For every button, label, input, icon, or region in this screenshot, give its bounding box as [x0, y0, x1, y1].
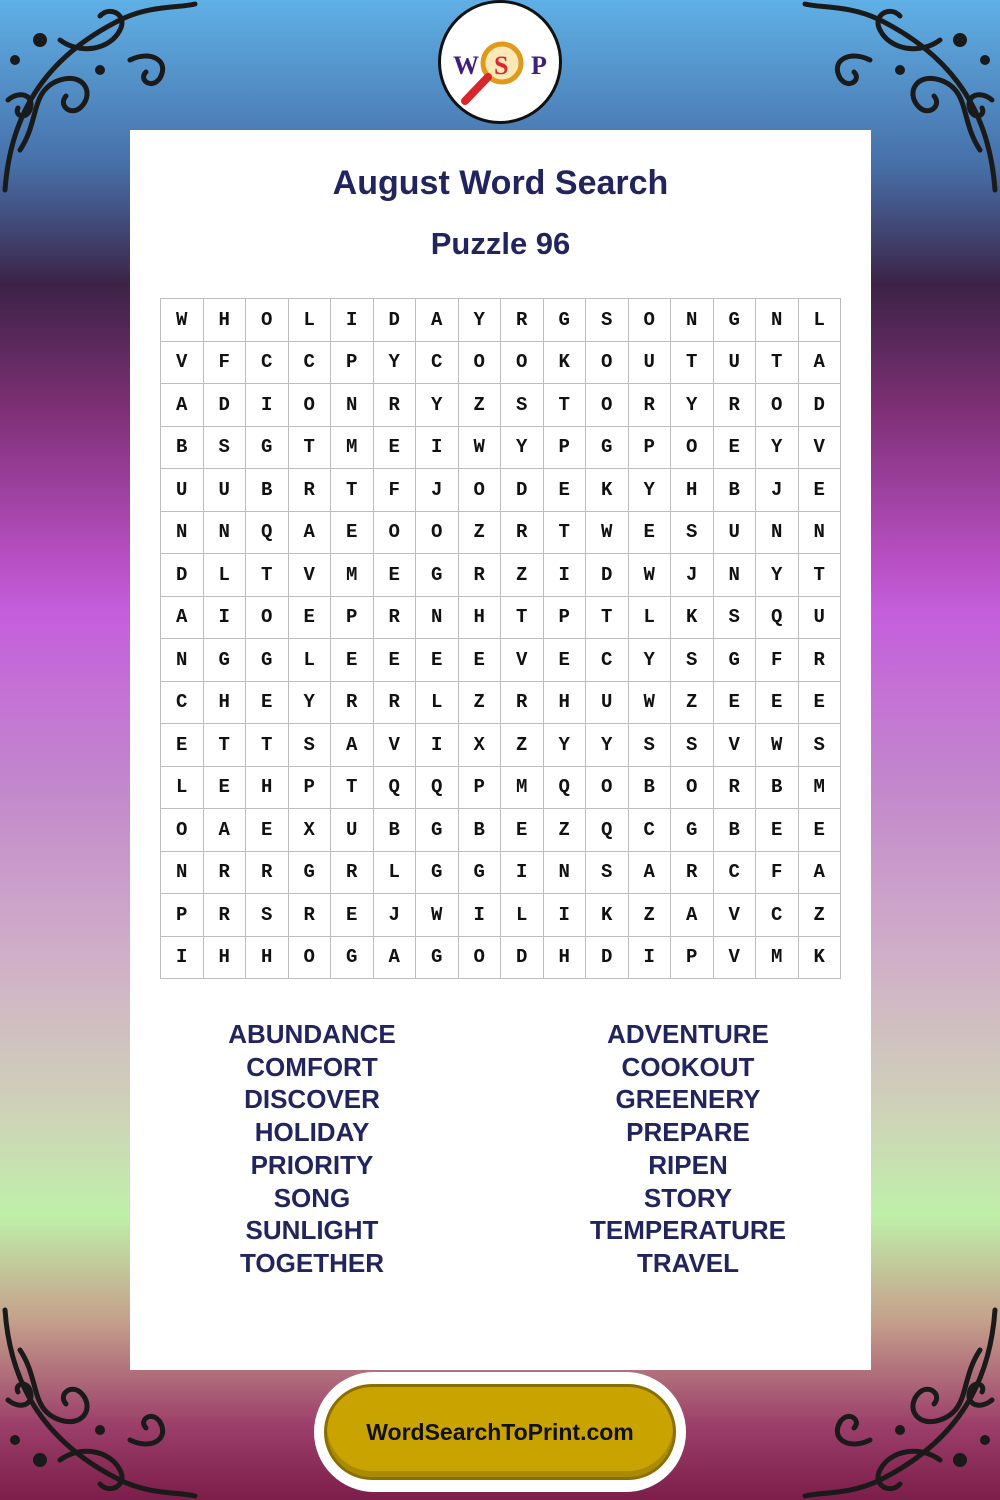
grid-cell[interactable]: K [586, 894, 629, 937]
grid-cell[interactable]: R [374, 682, 417, 725]
grid-cell[interactable]: T [331, 767, 374, 810]
grid-cell[interactable]: B [714, 809, 757, 852]
grid-cell[interactable]: M [756, 937, 799, 980]
grid-cell[interactable]: H [544, 937, 587, 980]
grid-cell[interactable]: E [799, 469, 842, 512]
grid-cell[interactable]: H [204, 299, 247, 342]
grid-cell[interactable]: D [501, 937, 544, 980]
grid-cell[interactable]: Z [544, 809, 587, 852]
grid-cell[interactable]: K [544, 342, 587, 385]
grid-cell[interactable]: X [459, 724, 502, 767]
grid-cell[interactable]: E [799, 682, 842, 725]
grid-cell[interactable]: E [374, 427, 417, 470]
grid-cell[interactable]: E [544, 639, 587, 682]
grid-cell[interactable]: T [246, 554, 289, 597]
grid-cell[interactable]: I [331, 299, 374, 342]
grid-cell[interactable]: D [586, 554, 629, 597]
grid-cell[interactable]: D [586, 937, 629, 980]
grid-cell[interactable]: G [246, 639, 289, 682]
grid-cell[interactable]: V [799, 427, 842, 470]
grid-cell[interactable]: N [544, 852, 587, 895]
grid-cell[interactable]: C [246, 342, 289, 385]
grid-cell[interactable]: K [586, 469, 629, 512]
word-list-item: COOKOUT [621, 1051, 755, 1082]
grid-cell[interactable]: L [289, 299, 332, 342]
grid-cell[interactable]: O [671, 427, 714, 470]
grid-cell[interactable]: V [161, 342, 204, 385]
grid-cell[interactable]: O [586, 767, 629, 810]
grid-cell[interactable]: Z [799, 894, 842, 937]
grid-cell[interactable]: E [331, 894, 374, 937]
grid-cell[interactable]: I [544, 554, 587, 597]
grid-cell[interactable]: D [204, 384, 247, 427]
grid-cell[interactable]: L [374, 852, 417, 895]
grid-cell[interactable]: O [416, 512, 459, 555]
grid-cell[interactable]: M [331, 427, 374, 470]
grid-cell[interactable]: C [714, 852, 757, 895]
grid-cell[interactable]: N [161, 639, 204, 682]
grid-cell[interactable]: J [416, 469, 459, 512]
grid-cell[interactable]: J [374, 894, 417, 937]
grid-cell[interactable]: E [756, 809, 799, 852]
grid-cell[interactable]: E [629, 512, 672, 555]
grid-cell[interactable]: D [161, 554, 204, 597]
grid-cell[interactable]: E [246, 809, 289, 852]
grid-cell[interactable]: O [246, 299, 289, 342]
grid-cell[interactable]: H [204, 937, 247, 980]
grid-cell[interactable]: B [161, 427, 204, 470]
grid-cell[interactable]: Z [629, 894, 672, 937]
grid-cell[interactable]: G [246, 427, 289, 470]
puzzle-number: Puzzle 96 [430, 226, 571, 261]
wsp-logo [438, 0, 562, 124]
grid-cell[interactable]: B [756, 767, 799, 810]
grid-cell[interactable]: I [204, 597, 247, 640]
grid-cell[interactable]: U [586, 682, 629, 725]
grid-cell[interactable]: X [289, 809, 332, 852]
grid-cell[interactable]: R [331, 852, 374, 895]
grid-cell[interactable]: H [544, 682, 587, 725]
grid-cell[interactable]: O [586, 384, 629, 427]
grid-cell[interactable]: F [756, 639, 799, 682]
grid-cell[interactable]: R [714, 384, 757, 427]
grid-cell[interactable]: Y [756, 554, 799, 597]
grid-cell[interactable]: O [586, 342, 629, 385]
word-list-item: TRAVEL [636, 1247, 740, 1278]
grid-cell[interactable]: E [161, 724, 204, 767]
grid-cell[interactable]: U [331, 809, 374, 852]
word-list-left [162, 1018, 462, 1280]
grid-cell[interactable]: B [374, 809, 417, 852]
grid-cell[interactable]: R [289, 469, 332, 512]
grid-cell[interactable]: E [714, 682, 757, 725]
grid-cell[interactable]: S [714, 597, 757, 640]
grid-cell[interactable]: H [204, 682, 247, 725]
grid-cell[interactable]: O [459, 469, 502, 512]
grid-cell[interactable]: O [161, 809, 204, 852]
grid-cell[interactable]: W [629, 682, 672, 725]
word-list-item: RIPEN [648, 1149, 728, 1180]
grid-cell[interactable]: L [799, 299, 842, 342]
grid-cell[interactable]: U [714, 512, 757, 555]
grid-cell[interactable]: R [799, 639, 842, 682]
word-list-item: STORY [643, 1182, 733, 1213]
grid-cell[interactable]: H [459, 597, 502, 640]
grid-cell[interactable]: E [374, 554, 417, 597]
grid-cell[interactable]: O [289, 937, 332, 980]
grid-cell[interactable]: Y [289, 682, 332, 725]
grid-cell[interactable]: R [204, 852, 247, 895]
word-list-item: COMFORT [246, 1051, 378, 1082]
grid-cell[interactable]: T [756, 342, 799, 385]
grid-cell[interactable]: P [459, 767, 502, 810]
grid-cell[interactable]: W [459, 427, 502, 470]
grid-cell[interactable]: S [246, 894, 289, 937]
grid-cell[interactable]: I [459, 894, 502, 937]
grid-cell[interactable]: G [544, 299, 587, 342]
grid-cell[interactable]: Q [586, 809, 629, 852]
grid-cell[interactable]: E [799, 809, 842, 852]
grid-cell[interactable]: E [544, 469, 587, 512]
grid-cell[interactable]: T [204, 724, 247, 767]
grid-cell[interactable]: C [756, 894, 799, 937]
grid-cell[interactable]: R [246, 852, 289, 895]
grid-cell[interactable]: R [374, 384, 417, 427]
grid-cell[interactable]: P [544, 597, 587, 640]
grid-cell[interactable]: S [501, 384, 544, 427]
grid-cell[interactable]: H [246, 937, 289, 980]
grid-cell[interactable]: V [501, 639, 544, 682]
grid-cell[interactable]: N [331, 384, 374, 427]
grid-cell[interactable]: Q [416, 767, 459, 810]
grid-cell[interactable]: O [756, 384, 799, 427]
grid-cell[interactable]: Y [756, 427, 799, 470]
grid-cell[interactable]: L [416, 682, 459, 725]
grid-cell[interactable]: N [756, 299, 799, 342]
word-list-item: TOGETHER [240, 1247, 384, 1278]
grid-cell[interactable]: E [331, 512, 374, 555]
grid-cell[interactable]: Z [501, 554, 544, 597]
grid-cell[interactable]: E [416, 639, 459, 682]
grid-cell[interactable]: P [629, 427, 672, 470]
word-list-item: ADVENTURE [607, 1019, 769, 1049]
grid-cell[interactable]: U [204, 469, 247, 512]
grid-cell[interactable]: Q [756, 597, 799, 640]
grid-cell[interactable]: R [671, 852, 714, 895]
grid-cell[interactable]: M [331, 554, 374, 597]
grid-cell[interactable]: M [799, 767, 842, 810]
grid-cell[interactable]: G [416, 852, 459, 895]
grid-cell[interactable]: G [714, 639, 757, 682]
grid-cell[interactable]: S [799, 724, 842, 767]
grid-cell[interactable]: I [501, 852, 544, 895]
grid-cell[interactable]: C [161, 682, 204, 725]
grid-cell[interactable]: N [671, 299, 714, 342]
grid-cell[interactable]: I [246, 384, 289, 427]
grid-cell[interactable]: J [671, 554, 714, 597]
grid-cell[interactable]: Y [416, 384, 459, 427]
grid-cell[interactable]: F [756, 852, 799, 895]
logo-letter-w: W [453, 51, 479, 80]
grid-cell[interactable]: P [671, 937, 714, 980]
grid-cell[interactable]: Z [459, 384, 502, 427]
grid-cell[interactable]: S [671, 639, 714, 682]
grid-cell[interactable]: T [544, 512, 587, 555]
grid-cell[interactable]: W [586, 512, 629, 555]
grid-cell[interactable]: A [671, 894, 714, 937]
grid-cell[interactable]: T [799, 554, 842, 597]
grid-cell[interactable]: S [586, 852, 629, 895]
grid-cell[interactable]: O [459, 342, 502, 385]
grid-cell[interactable]: V [714, 937, 757, 980]
grid-cell[interactable]: V [714, 894, 757, 937]
grid-cell[interactable]: A [289, 512, 332, 555]
grid-cell[interactable]: P [289, 767, 332, 810]
grid-cell[interactable]: E [331, 639, 374, 682]
grid-cell[interactable]: C [586, 639, 629, 682]
grid-cell[interactable]: R [331, 682, 374, 725]
website-label: WordSearchToPrint.com [366, 1418, 634, 1445]
grid-cell[interactable]: N [799, 512, 842, 555]
word-list-item: ABUNDANCE [228, 1019, 396, 1049]
grid-cell[interactable]: G [416, 809, 459, 852]
grid-cell[interactable]: Y [459, 299, 502, 342]
grid-cell[interactable]: G [289, 852, 332, 895]
grid-cell[interactable]: I [544, 894, 587, 937]
grid-cell[interactable]: L [161, 767, 204, 810]
word-list-right [538, 1018, 838, 1280]
grid-cell[interactable]: C [416, 342, 459, 385]
page-title: August Word Search [332, 164, 669, 202]
grid-cell[interactable]: P [161, 894, 204, 937]
grid-cell[interactable]: S [629, 724, 672, 767]
word-list-item: PRIORITY [250, 1149, 374, 1180]
grid-cell[interactable]: T [289, 427, 332, 470]
grid-cell[interactable]: E [204, 767, 247, 810]
letter-grid [160, 298, 841, 979]
grid-cell[interactable]: L [289, 639, 332, 682]
grid-cell[interactable]: S [586, 299, 629, 342]
grid-cell[interactable]: G [204, 639, 247, 682]
grid-cell[interactable]: Z [459, 512, 502, 555]
grid-cell[interactable]: Y [586, 724, 629, 767]
grid-cell[interactable]: W [161, 299, 204, 342]
grid-cell[interactable]: B [629, 767, 672, 810]
grid-cell[interactable]: H [246, 767, 289, 810]
word-list-item: TEMPERATURE [590, 1215, 786, 1246]
grid-cell[interactable]: Y [374, 342, 417, 385]
grid-cell[interactable]: A [629, 852, 672, 895]
word-list-item: SUNLIGHT [245, 1215, 379, 1246]
grid-cell[interactable]: R [289, 894, 332, 937]
word-list-item: SONG [273, 1182, 351, 1213]
grid-cell[interactable]: P [544, 427, 587, 470]
logo-letter-p: P [531, 51, 547, 80]
grid-cell[interactable]: B [714, 469, 757, 512]
grid-cell[interactable]: B [459, 809, 502, 852]
grid-cell[interactable]: A [161, 384, 204, 427]
grid-cell[interactable]: A [161, 597, 204, 640]
grid-cell[interactable]: V [374, 724, 417, 767]
grid-cell[interactable]: D [799, 384, 842, 427]
grid-cell[interactable]: T [331, 469, 374, 512]
grid-cell[interactable]: Z [501, 724, 544, 767]
grid-cell[interactable]: G [459, 852, 502, 895]
puzzle-panel [130, 130, 871, 1370]
grid-cell[interactable]: M [501, 767, 544, 810]
grid-cell[interactable]: S [204, 427, 247, 470]
grid-cell[interactable]: U [629, 342, 672, 385]
grid-cell[interactable]: G [586, 427, 629, 470]
grid-cell[interactable]: R [501, 682, 544, 725]
grid-cell[interactable]: T [671, 342, 714, 385]
grid-cell[interactable]: V [714, 724, 757, 767]
grid-cell[interactable]: A [799, 852, 842, 895]
grid-cell[interactable]: Y [629, 469, 672, 512]
grid-cell[interactable]: N [714, 554, 757, 597]
grid-cell[interactable]: O [671, 767, 714, 810]
grid-cell[interactable]: Y [629, 639, 672, 682]
grid-cell[interactable]: P [331, 597, 374, 640]
grid-cell[interactable]: N [161, 852, 204, 895]
grid-cell[interactable]: I [629, 937, 672, 980]
grid-cell[interactable]: E [714, 427, 757, 470]
grid-cell[interactable]: N [161, 512, 204, 555]
grid-cell[interactable]: L [629, 597, 672, 640]
grid-cell[interactable]: N [204, 512, 247, 555]
grid-cell[interactable]: O [459, 937, 502, 980]
grid-cell[interactable]: K [671, 597, 714, 640]
grid-cell[interactable]: S [671, 512, 714, 555]
grid-cell[interactable]: Z [459, 682, 502, 725]
grid-cell[interactable]: I [416, 427, 459, 470]
grid-cell[interactable]: F [374, 469, 417, 512]
grid-cell[interactable]: N [756, 512, 799, 555]
grid-cell[interactable]: O [246, 597, 289, 640]
grid-cell[interactable]: E [501, 809, 544, 852]
grid-cell[interactable]: R [374, 597, 417, 640]
grid-cell[interactable]: Y [501, 427, 544, 470]
grid-cell[interactable]: R [459, 554, 502, 597]
grid-cell[interactable]: G [671, 809, 714, 852]
grid-cell[interactable]: H [671, 469, 714, 512]
grid-cell[interactable]: J [756, 469, 799, 512]
grid-cell[interactable]: D [374, 299, 417, 342]
grid-cell[interactable]: E [459, 639, 502, 682]
grid-cell[interactable]: C [629, 809, 672, 852]
grid-cell[interactable]: Y [671, 384, 714, 427]
grid-cell[interactable]: W [756, 724, 799, 767]
grid-cell[interactable]: O [289, 384, 332, 427]
grid-cell[interactable]: F [204, 342, 247, 385]
grid-cell[interactable]: T [501, 597, 544, 640]
grid-cell[interactable]: R [501, 512, 544, 555]
grid-cell[interactable]: Q [544, 767, 587, 810]
grid-cell[interactable]: C [289, 342, 332, 385]
grid-cell[interactable]: E [756, 682, 799, 725]
grid-cell[interactable]: T [544, 384, 587, 427]
grid-cell[interactable]: Q [374, 767, 417, 810]
grid-cell[interactable]: A [799, 342, 842, 385]
grid-cell[interactable]: E [289, 597, 332, 640]
grid-cell[interactable]: U [161, 469, 204, 512]
grid-cell[interactable]: R [204, 894, 247, 937]
word-list-item: GREENERY [615, 1084, 761, 1115]
grid-cell[interactable]: B [246, 469, 289, 512]
grid-cell[interactable]: L [204, 554, 247, 597]
grid-cell[interactable]: R [714, 767, 757, 810]
grid-cell[interactable]: U [799, 597, 842, 640]
word-list-item: DISCOVER [244, 1084, 380, 1115]
grid-cell[interactable]: S [289, 724, 332, 767]
grid-cell[interactable]: K [799, 937, 842, 980]
grid-cell[interactable]: G [416, 554, 459, 597]
grid-cell[interactable]: G [714, 299, 757, 342]
grid-cell[interactable]: R [501, 299, 544, 342]
grid-cell[interactable]: P [331, 342, 374, 385]
grid-cell[interactable]: A [331, 724, 374, 767]
grid-cell[interactable]: A [204, 809, 247, 852]
grid-cell[interactable]: I [161, 937, 204, 980]
grid-cell[interactable]: A [374, 937, 417, 980]
grid-cell[interactable]: E [246, 682, 289, 725]
grid-cell[interactable]: N [416, 597, 459, 640]
grid-cell[interactable]: S [671, 724, 714, 767]
grid-cell[interactable]: Q [246, 512, 289, 555]
grid-cell[interactable]: O [629, 299, 672, 342]
grid-cell[interactable]: A [416, 299, 459, 342]
grid-cell[interactable]: W [629, 554, 672, 597]
grid-cell[interactable]: V [289, 554, 332, 597]
grid-cell[interactable]: O [501, 342, 544, 385]
grid-cell[interactable]: D [501, 469, 544, 512]
grid-cell[interactable]: W [416, 894, 459, 937]
grid-cell[interactable]: L [501, 894, 544, 937]
grid-cell[interactable]: G [416, 937, 459, 980]
grid-cell[interactable]: Y [544, 724, 587, 767]
grid-cell[interactable]: O [374, 512, 417, 555]
grid-cell[interactable]: T [586, 597, 629, 640]
grid-cell[interactable]: U [714, 342, 757, 385]
word-list-item: PREPARE [626, 1117, 750, 1148]
grid-cell[interactable]: R [629, 384, 672, 427]
grid-cell[interactable]: T [246, 724, 289, 767]
grid-cell[interactable]: G [331, 937, 374, 980]
grid-cell[interactable]: E [374, 639, 417, 682]
grid-cell[interactable]: Z [671, 682, 714, 725]
logo-letter-s: S [494, 51, 509, 80]
grid-cell[interactable]: I [416, 724, 459, 767]
website-button[interactable] [324, 1384, 676, 1480]
word-list-item: HOLIDAY [254, 1117, 370, 1148]
